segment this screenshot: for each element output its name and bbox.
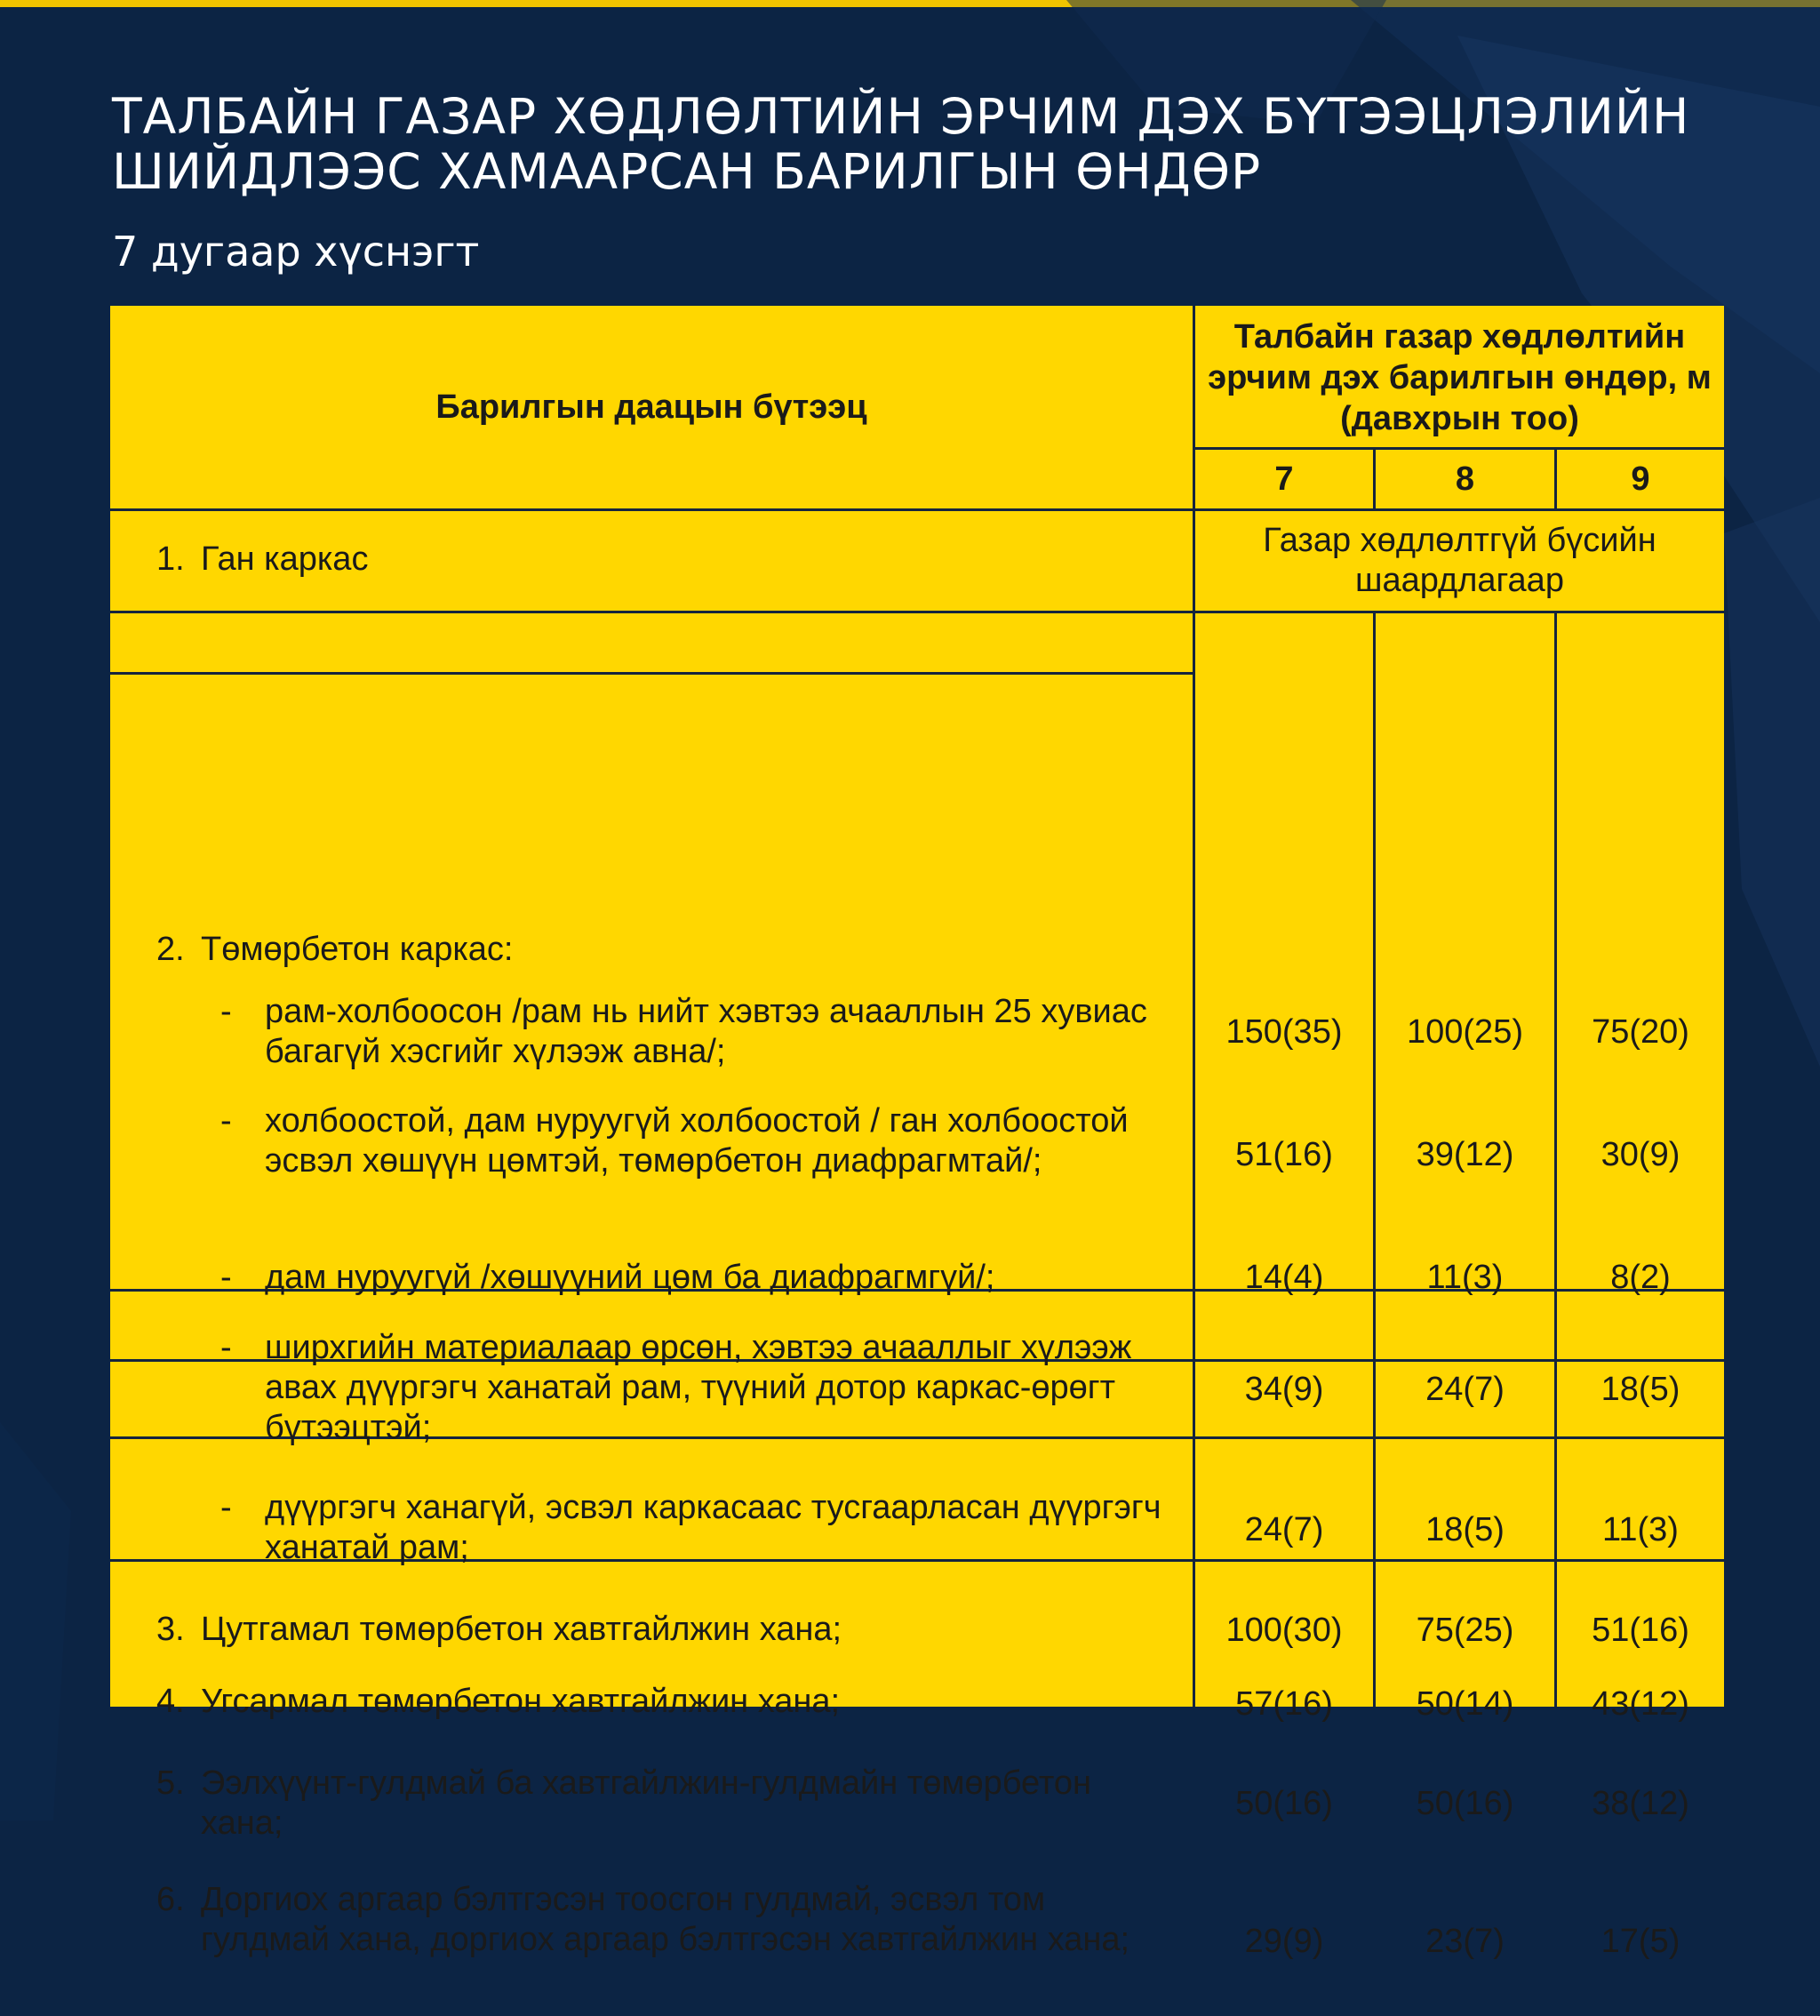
- sub-row-4-label: [220, 1328, 1180, 1448]
- row-number: 4.: [156, 1683, 185, 1720]
- sub-row-1-value-9: 75(20): [1592, 1012, 1689, 1051]
- row-5-value-7: 50(16): [1235, 1785, 1333, 1822]
- sub-row-4-value-8: 24(7): [1425, 1370, 1505, 1408]
- sub-row-1-value-7: 150(35): [1225, 1012, 1343, 1051]
- sub-row-2-value-7: 51(16): [1235, 1135, 1333, 1173]
- row-6-value-9: 17(5): [1600, 1922, 1680, 1960]
- row-4-value-7: 57(16): [1235, 1684, 1333, 1723]
- sub-row-2-label: [220, 1101, 1180, 1181]
- row-3-value-9: 51(16): [1592, 1611, 1689, 1649]
- sub-row-3-value-7: 14(4): [1244, 1258, 1324, 1296]
- dash: -: [220, 1489, 232, 1526]
- row-1-label: [156, 540, 1169, 580]
- sub-row-5-value-7: 24(7): [1244, 1510, 1324, 1548]
- row-number: 3.: [156, 1611, 185, 1648]
- row-6-value-7: 29(9): [1244, 1922, 1324, 1960]
- sub-row-1-value-8: 100(25): [1407, 1012, 1523, 1051]
- row-5-label: [156, 1764, 1169, 1844]
- sub-row-3-label: [220, 1258, 1180, 1298]
- header-intensity-9: 9: [1631, 460, 1650, 498]
- dash: -: [220, 1329, 232, 1366]
- data-table: [110, 306, 1724, 1960]
- title-line-1: ТАЛБАЙН ГАЗАР ХӨДЛӨЛТИЙН ЭРЧИМ ДЭХ БҮТЭЭЦЛЭЛИЙН: [112, 88, 1690, 145]
- table-caption: 7 дугаар хүснэгт: [112, 228, 480, 276]
- sub-row-5-value-8: 18(5): [1425, 1510, 1505, 1548]
- row-label: Ган каркас: [201, 540, 369, 578]
- row-number: 6.: [156, 1881, 185, 1918]
- sub-row-text: ширхгийн материалаар өрсөн, хэвтээ ачааллыг хүлээж авах дүүргэгч ханатай рам, түүний дотор каркас-өрөгт бүтээцтэй;: [265, 1329, 1132, 1446]
- sub-row-4-value-7: 34(9): [1244, 1370, 1324, 1408]
- row-4-value-9: 43(12): [1592, 1684, 1689, 1723]
- row-3-value-8: 75(25): [1416, 1611, 1514, 1649]
- dash: -: [220, 1102, 232, 1140]
- sub-row-text: холбоостой, дам нуруугүй холбоостой / ган холбоостой эсвэл хөшүүн цөмтэй, төмөрбетон диафрагмтай/;: [265, 1102, 1129, 1180]
- sub-row-text: дам нуруугүй /хөшүүний цөм ба диафрагмгүй/;: [265, 1259, 995, 1296]
- row-number: 2.: [156, 931, 185, 968]
- row-5-value-9: 38(12): [1592, 1785, 1689, 1822]
- header-structure: Барилгын даацын бүтээц: [435, 388, 867, 426]
- sub-row-5-label: [220, 1488, 1180, 1568]
- row-1-merged-value: Газар хөдлөлтгүй бүсийн шаардлагаар: [1263, 522, 1656, 599]
- page-title: [112, 89, 1756, 199]
- sub-row-5-value-9: 11(3): [1602, 1510, 1679, 1548]
- row-number: 1.: [156, 540, 185, 578]
- row-label: Төмөрбетон каркас:: [201, 931, 514, 968]
- row-6-value-8: 23(7): [1425, 1922, 1505, 1960]
- sub-row-2-value-8: 39(12): [1416, 1135, 1514, 1173]
- row-3-value-7: 100(30): [1225, 1611, 1343, 1649]
- row-4-label: [156, 1682, 1169, 1722]
- sub-row-3-value-8: 11(3): [1426, 1258, 1504, 1296]
- row-3-label: [156, 1610, 1169, 1650]
- row-label: Доргиох аргаар бэлтгэсэн тоосгон гулдмай, эсвэл том гулдмай хана, доргиох аргаар бэлтгэсэн хавтгайлжин хана;: [201, 1881, 1130, 1958]
- sub-row-1-label: [220, 992, 1180, 1072]
- row-label: Угсармал төмөрбетон хавтгайлжин хана;: [201, 1683, 841, 1720]
- grid-line: [110, 672, 1195, 675]
- row-2-label: [156, 930, 1169, 970]
- row-number: 5.: [156, 1764, 185, 1802]
- row-4-value-8: 50(14): [1416, 1684, 1514, 1723]
- row-6-label: [156, 1880, 1169, 1960]
- sub-row-text: дүүргэгч ханагүй, эсвэл каркасаас тусгаарласан дүүргэгч ханатай рам;: [265, 1489, 1161, 1566]
- header-height: Талбайн газар хөдлөлтийн эрчим дэх барилгын өндөр, м (давхрын тоо): [1208, 317, 1712, 437]
- sub-row-3-value-9: 8(2): [1610, 1258, 1671, 1296]
- title-line-2: ШИЙДЛЭЭС ХАМААРСАН БАРИЛГЫН ӨНДӨР: [112, 143, 1262, 200]
- dash: -: [220, 1259, 232, 1296]
- row-label: Цутгамал төмөрбетон хавтгайлжин хана;: [201, 1611, 842, 1648]
- sub-row-text: рам-холбоосон /рам нь нийт хэвтээ ачааллын 25 хувиас багагүй хэсгийг хүлээж авна/;: [265, 993, 1147, 1070]
- row-5-value-8: 50(16): [1416, 1785, 1514, 1822]
- header-intensity-8: 8: [1455, 460, 1475, 498]
- header-intensity-7: 7: [1274, 460, 1294, 498]
- sub-row-4-value-9: 18(5): [1600, 1370, 1680, 1408]
- row-label: Ээлхүүнт-гулдмай ба хавтгайлжин-гулдмайн төмөрбетон хана;: [201, 1764, 1092, 1842]
- grid-line: [110, 611, 1724, 613]
- dash: -: [220, 993, 232, 1030]
- sub-row-2-value-9: 30(9): [1600, 1135, 1680, 1173]
